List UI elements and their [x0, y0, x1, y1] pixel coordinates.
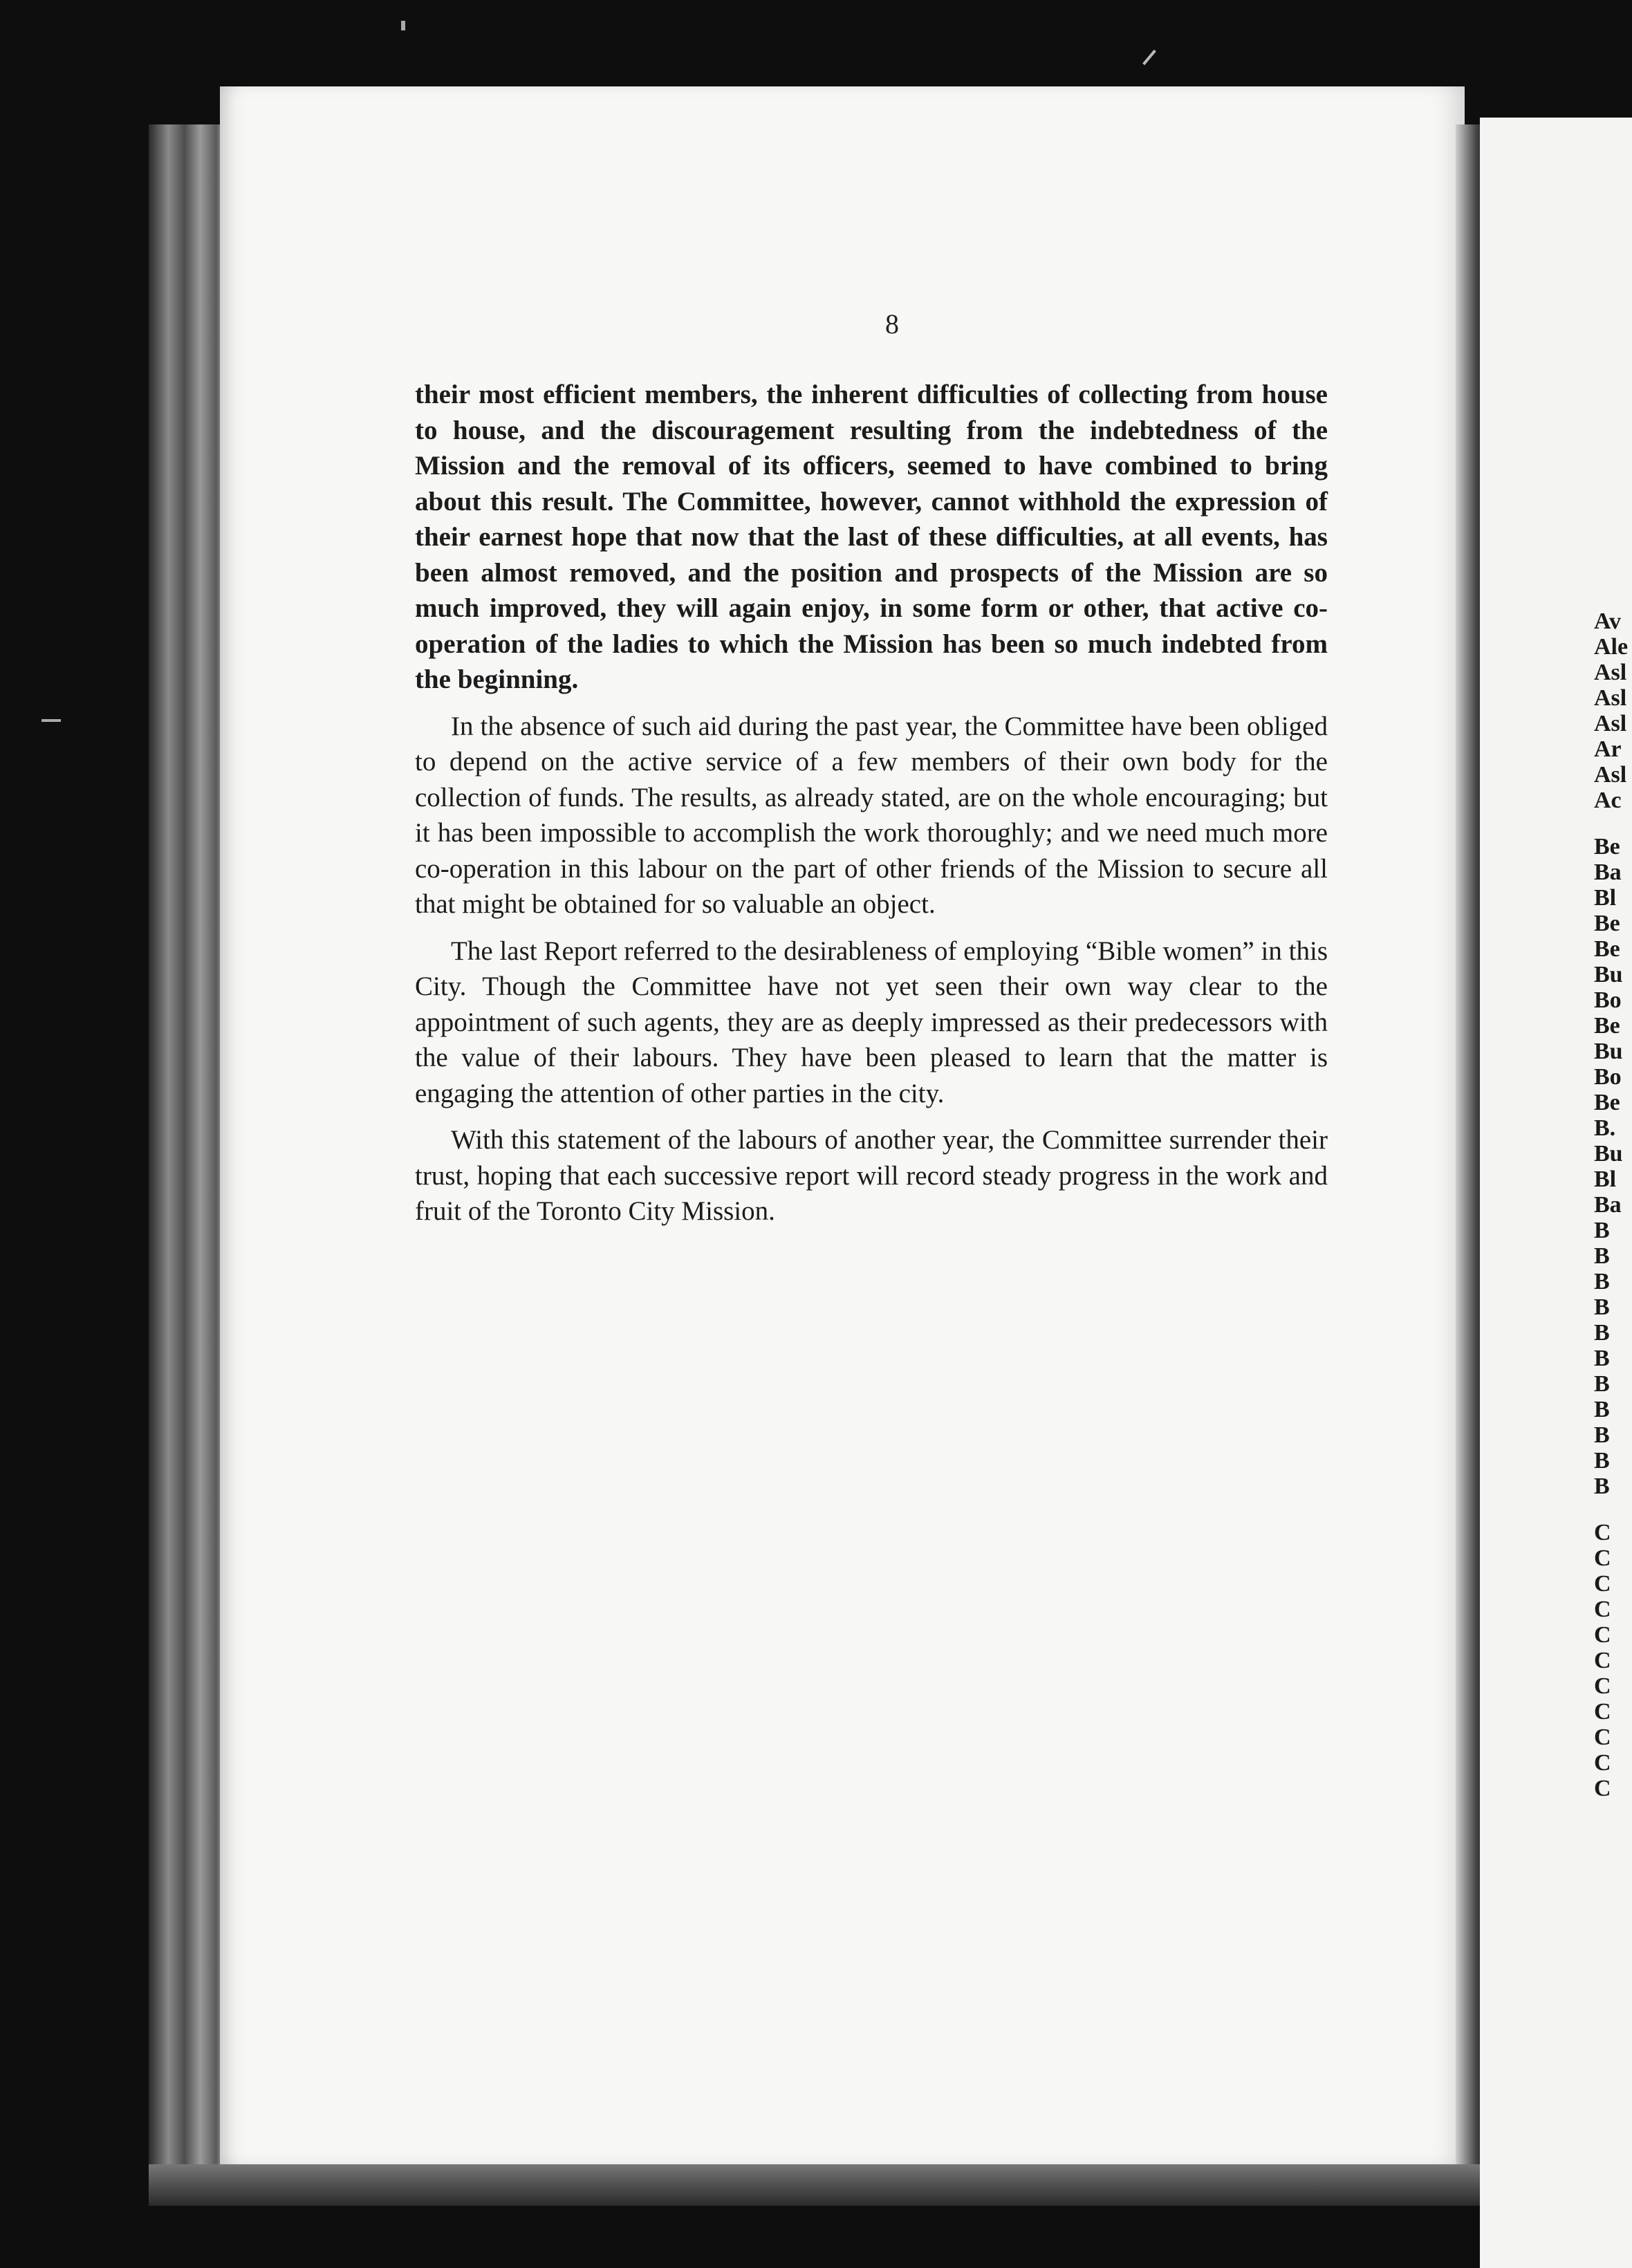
- facing-page-fragment: C: [1594, 1673, 1611, 1699]
- facing-page-fragment: C: [1594, 1520, 1611, 1545]
- facing-page-fragment: B: [1594, 1448, 1610, 1474]
- facing-page-fragment: C: [1594, 1699, 1611, 1725]
- facing-page-fragment: C: [1594, 1648, 1611, 1673]
- facing-page-fragment: Av: [1594, 608, 1622, 634]
- facing-page-fragment: Bo: [1594, 987, 1622, 1013]
- facing-page-fragment: Be: [1594, 1090, 1620, 1115]
- facing-page-fragment: B: [1594, 1218, 1610, 1243]
- facing-page-fragment: C: [1594, 1725, 1611, 1750]
- facing-page-fragment: B: [1594, 1320, 1610, 1346]
- facing-page-fragment: Ba: [1594, 859, 1622, 885]
- facing-page-fragment: [1594, 813, 1632, 834]
- paragraph-2: In the absence of such aid during the past year, the Committee have been obliged to depend on the active service of a few members of their own body for the collection of funds. The results, as already stated, are on the whole encouraging; but it has been impossible to accomplish the work thoroughly; and we need much more co-operation in this labour on the part of other friends of the Mission to secure all that might be obtained for so valuable an object.: [415, 711, 1328, 919]
- dust-speck: [401, 21, 405, 30]
- paragraph-4: With this statement of the labours of another year, the Committee surrender their trust, hoping that each successive report will record steady progress in the work and fruit of the Toronto City Mission.: [415, 1125, 1328, 1226]
- facing-page-fragment: Be: [1594, 1013, 1620, 1039]
- facing-page-fragment: Asl: [1594, 660, 1627, 685]
- dust-speck: [1142, 50, 1156, 65]
- facing-page-fragment: Ale: [1594, 634, 1629, 660]
- facing-page-fragment: C: [1594, 1622, 1611, 1648]
- facing-page-fragment: B: [1594, 1371, 1610, 1397]
- facing-page-fragment: Asl: [1594, 762, 1627, 788]
- book-page-edges: [149, 124, 228, 2171]
- page-number: 8: [885, 308, 899, 340]
- facing-page-fragment: Bo: [1594, 1064, 1622, 1090]
- facing-page-fragment: C: [1594, 1750, 1611, 1776]
- facing-page-fragment: Bl: [1594, 885, 1617, 911]
- facing-page-fragment: Be: [1594, 936, 1620, 962]
- facing-page-fragment: [1594, 1499, 1632, 1520]
- book-bottom-edge: [149, 2164, 1483, 2206]
- facing-page-fragment: Bu: [1594, 962, 1623, 987]
- facing-page-fragment: Bu: [1594, 1141, 1623, 1166]
- facing-page-fragment: C: [1594, 1571, 1611, 1597]
- facing-page-fragment: Be: [1594, 911, 1620, 936]
- paragraph-3: The last Report referred to the desirableness of employing “Bible women” in this City. Though the Committee have not yet seen their own way clear to the appointment of such agents, they are as deeply impressed as their predecessors with the value of their labours. They have been pleased to learn that the matter is engaging the attention of other parties in the city.: [415, 936, 1328, 1108]
- facing-page-fragment: Ar: [1594, 736, 1622, 762]
- facing-page-fragment: B: [1594, 1269, 1610, 1294]
- body-text: [415, 377, 1328, 1229]
- dust-speck: [41, 719, 61, 722]
- facing-page-fragment: Be: [1594, 834, 1620, 859]
- facing-page-fragment: B: [1594, 1346, 1610, 1371]
- facing-page-fragment: B: [1594, 1422, 1610, 1448]
- facing-page-fragment: Bl: [1594, 1166, 1617, 1192]
- facing-page-fragment: Ac: [1594, 788, 1622, 813]
- facing-page-fragment: Asl: [1594, 685, 1627, 711]
- facing-page-fragment: B: [1594, 1294, 1610, 1320]
- facing-page-fragment: Asl: [1594, 711, 1627, 736]
- facing-page-fragment: B: [1594, 1397, 1610, 1422]
- facing-page-fragment: Bu: [1594, 1039, 1623, 1064]
- facing-page-fragments: [1594, 608, 1632, 1801]
- facing-page-fragment: C: [1594, 1776, 1611, 1801]
- facing-page-fragment: C: [1594, 1597, 1611, 1622]
- facing-page-fragment: C: [1594, 1545, 1611, 1571]
- facing-page-fragment: B.: [1594, 1115, 1616, 1141]
- facing-page-fragment: Ba: [1594, 1192, 1622, 1218]
- facing-page-fragment: B: [1594, 1243, 1610, 1269]
- facing-page-fragment: B: [1594, 1474, 1610, 1499]
- paragraph-1: their most efficient members, the inherent difficulties of collecting from house to house, and the discouragement resulting from the indebtedness of the Mission and the removal of its officers, seemed to have combined to bring about this result. The Committee, however, cannot withhold the expression of their earnest hope that now that the last of these difficulties, at all events, has been almost removed, and the position and prospects of the Mission are so much improved, they will again enjoy, in some form or other, that active co-operation of the ladies to which the Mission has been so much indebted from the beginning.: [415, 380, 1328, 694]
